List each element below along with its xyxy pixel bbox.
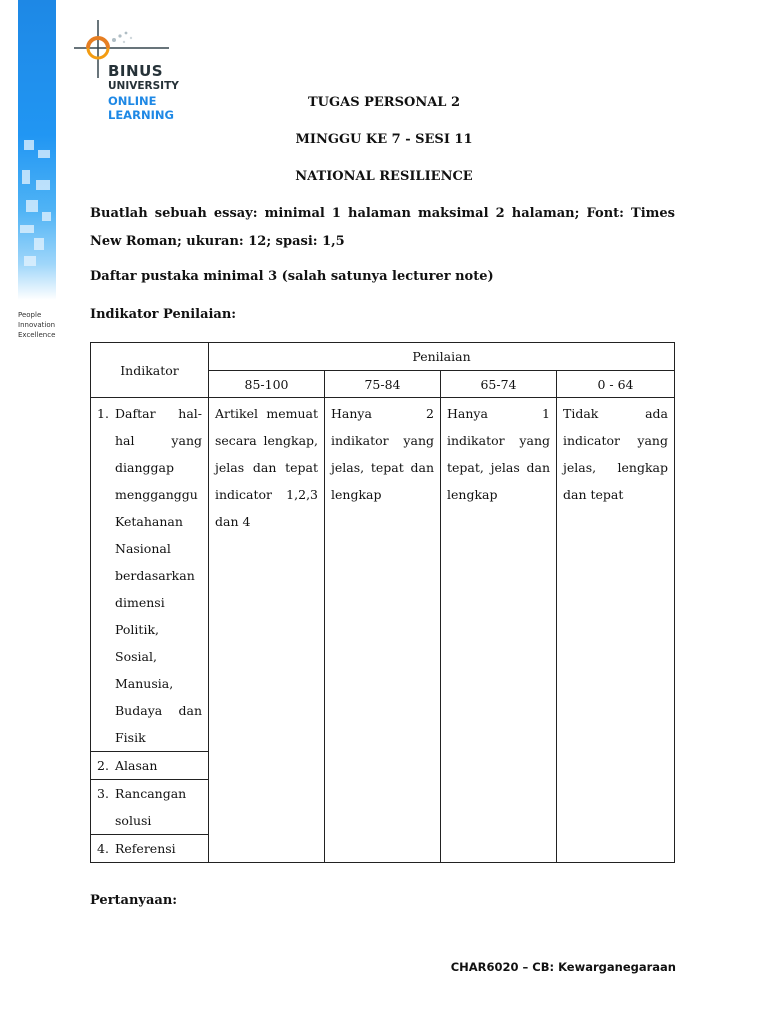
tagline-line: Innovation bbox=[18, 321, 56, 329]
questions-heading: Pertanyaan: bbox=[90, 893, 178, 908]
tagline-line: Excellence bbox=[18, 331, 56, 339]
description-text: Artikel memuat secara lengkap, jelas dan tepat indicator 1,2,3 dan 4 bbox=[215, 406, 318, 529]
table-row bbox=[91, 398, 675, 752]
score-header: Penilaian bbox=[209, 343, 675, 371]
logo-university: UNIVERSITY bbox=[108, 80, 179, 92]
week-session: MINGGU KE 7 - SESI 11 bbox=[295, 132, 473, 147]
course-footer: CHAR6020 – CB: Kewarganegaraan bbox=[450, 960, 676, 974]
indicator-text: Daftar hal-hal yang dianggap mengganggu Ketahanan Nasional berdasarkan dimensi Politik, Sosial, Manusia, Budaya dan Fisik bbox=[115, 406, 202, 745]
indicator-header: Indikator bbox=[91, 343, 209, 398]
indicator-cell bbox=[91, 752, 209, 780]
tagline bbox=[18, 310, 55, 340]
range-header: 75-84 bbox=[325, 371, 441, 398]
description-cell bbox=[325, 398, 441, 863]
indicator-number: 1. bbox=[97, 406, 109, 421]
indicator-cell bbox=[91, 835, 209, 863]
description-text: Hanya 2 indikator yang jelas, tepat dan lengkap bbox=[331, 406, 434, 502]
indicator-heading: Indikator Penilaian: bbox=[90, 307, 237, 322]
indicator-cell bbox=[91, 398, 209, 752]
left-decorative-strip bbox=[18, 0, 56, 300]
indicator-number: 2. bbox=[97, 758, 109, 773]
range-header: 85-100 bbox=[209, 371, 325, 398]
indicator-number: 4. bbox=[97, 841, 109, 856]
document-title: TUGAS PERSONAL 2 bbox=[308, 95, 460, 110]
tagline-line: People bbox=[18, 311, 42, 319]
description-cell bbox=[441, 398, 557, 863]
indicator-text: Rancangan solusi bbox=[115, 786, 187, 828]
indicator-text: Alasan bbox=[115, 758, 158, 773]
logo-name: BINUS bbox=[108, 62, 164, 80]
indicator-number: 3. bbox=[97, 786, 109, 801]
indicator-text: Referensi bbox=[115, 841, 176, 856]
range-header: 0 - 64 bbox=[557, 371, 675, 398]
topic-title: NATIONAL RESILIENCE bbox=[295, 169, 473, 184]
range-header: 65-74 bbox=[441, 371, 557, 398]
rubric-table bbox=[90, 342, 675, 863]
description-cell bbox=[209, 398, 325, 863]
description-text: Hanya 1 indikator yang tepat, jelas dan lengkap bbox=[447, 406, 550, 502]
description-cell bbox=[557, 398, 675, 863]
reference-requirement: Daftar pustaka minimal 3 (salah satunya lecturer note) bbox=[90, 269, 494, 284]
description-text: Tidak ada indicator yang jelas, lengkap dan tepat bbox=[563, 406, 668, 502]
essay-instructions: Buatlah sebuah essay: minimal 1 halaman maksimal 2 halaman; Font: Times New Roman; ukuran: 12; spasi: 1,5 bbox=[90, 206, 675, 249]
indicator-cell bbox=[91, 780, 209, 835]
logo-learning: LEARNING bbox=[108, 108, 174, 122]
logo-online: ONLINE bbox=[108, 94, 157, 108]
